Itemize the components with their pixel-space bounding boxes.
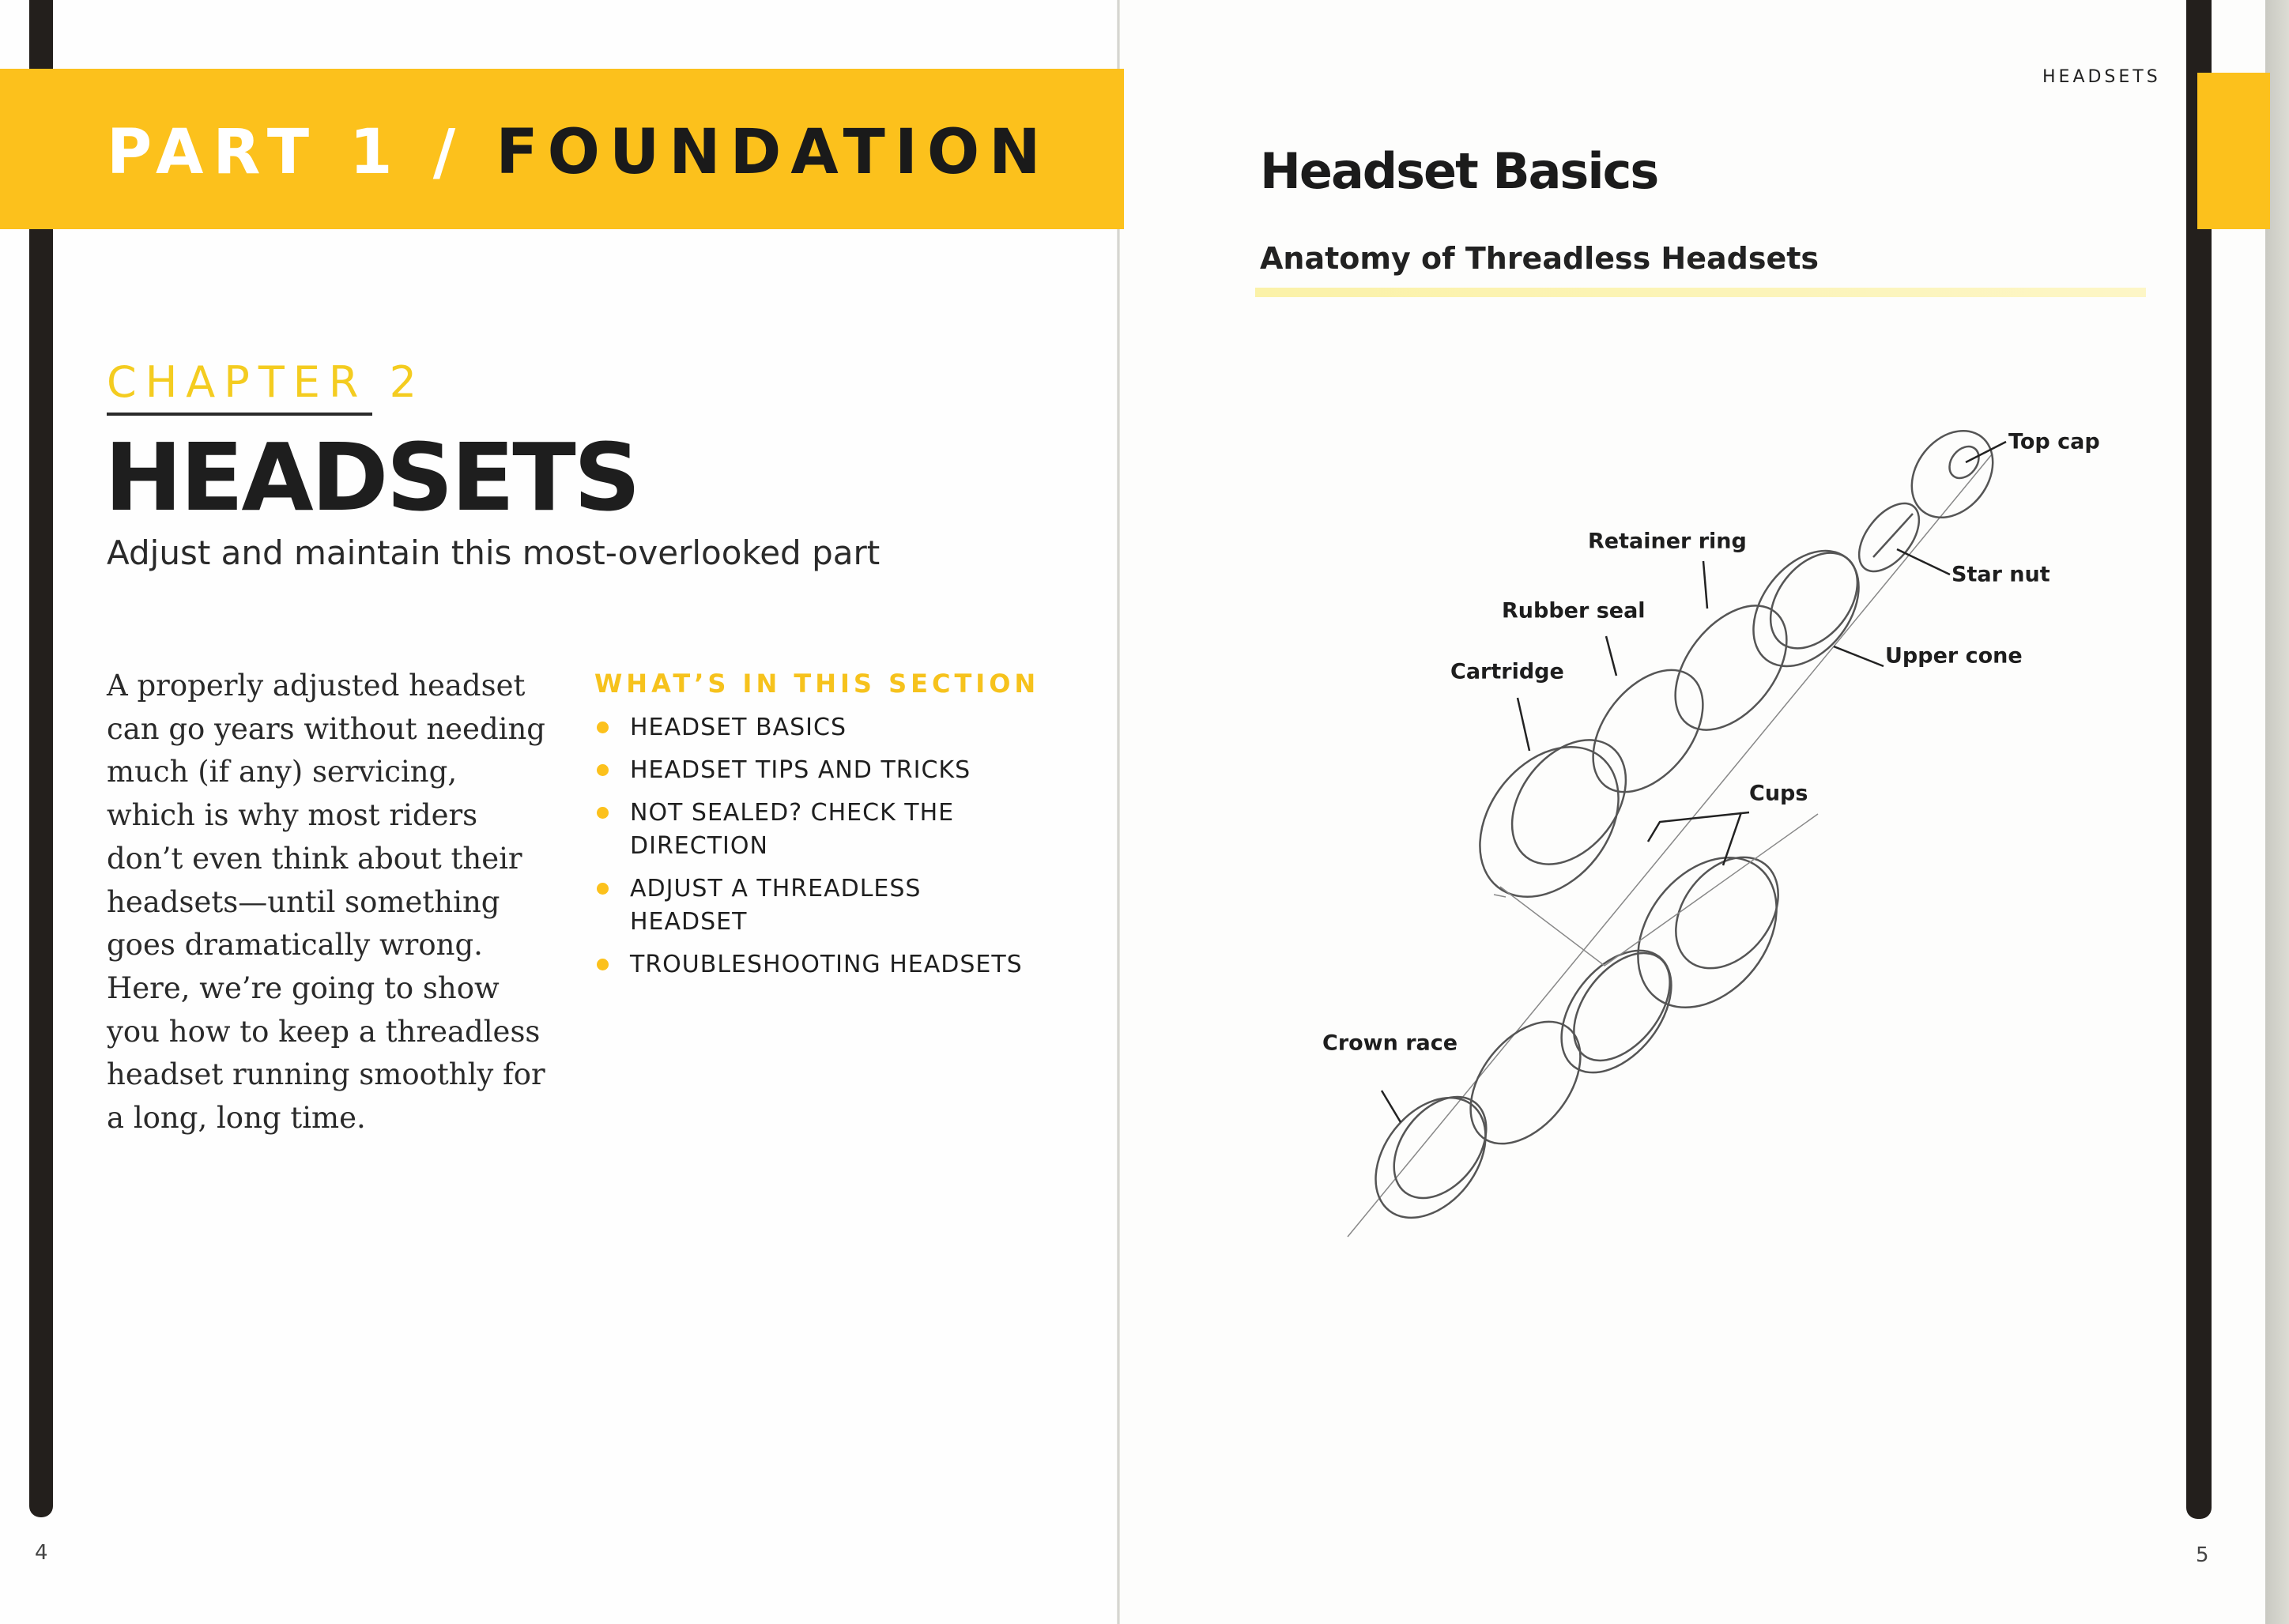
chapter-title: HEADSETS [104, 423, 639, 532]
label-star-nut: Star nut [1951, 562, 2050, 587]
page-number-left: 4 [35, 1541, 48, 1565]
chapter-label: CHAPTER 2 [107, 357, 425, 407]
section-item-label: HEADSET TIPS AND TRICKS [630, 756, 971, 784]
cartridge-part [1451, 718, 1649, 924]
page-subtitle: Anatomy of Threadless Headsets [1260, 241, 1820, 276]
part-name: FOUNDATION [496, 117, 1050, 188]
part-number: PART 1 / [107, 117, 466, 188]
upper-cone-part [1732, 531, 1880, 687]
page-title: Headset Basics [1260, 142, 1658, 200]
intro-paragraph: A properly adjusted headset can go years without needing much (if any) servicing, which is why most riders don’t even think about their headsets—until something goes dramatically wrong. Here, we’re going to show you how to keep a threadless headset running smoothly for a long, long time. [107, 669, 545, 1136]
label-crown-race: Crown race [1322, 1031, 1458, 1056]
label-cups: Cups [1749, 781, 1808, 806]
axis-line [1348, 454, 1992, 1237]
section-item-label: NOT SEALED? CHECK THE DIRECTION [630, 799, 955, 860]
label-cartridge: Cartridge [1450, 659, 1564, 684]
label-rubber-seal: Rubber seal [1502, 598, 1646, 624]
lower-ring [1539, 930, 1693, 1093]
lower-seal-ring [1448, 1001, 1602, 1164]
section-heading: WHAT’S IN THIS SECTION [594, 669, 1040, 699]
label-top-cap: Top cap [2008, 429, 2100, 454]
label-retainer-ring: Retainer ring [1588, 529, 1747, 554]
crown-race-part [1353, 1076, 1508, 1238]
lower-cup-part [1609, 831, 1804, 1034]
section-item-label: HEADSET BASICS [630, 714, 847, 741]
label-upper-cone: Upper cone [1885, 643, 2023, 669]
rubber-seal-part [1571, 650, 1725, 812]
section-item-label: TROUBLESHOOTING HEADSETS [630, 951, 1023, 978]
page-number-right: 5 [2196, 1543, 2209, 1567]
retainer-ring-part [1653, 585, 1809, 751]
running-header: HEADSETS [2042, 67, 2161, 87]
chapter-subtitle: Adjust and maintain this most-overlooked part [107, 533, 881, 572]
section-item-label: ADJUST A THREADLESS HEADSET [630, 875, 922, 936]
